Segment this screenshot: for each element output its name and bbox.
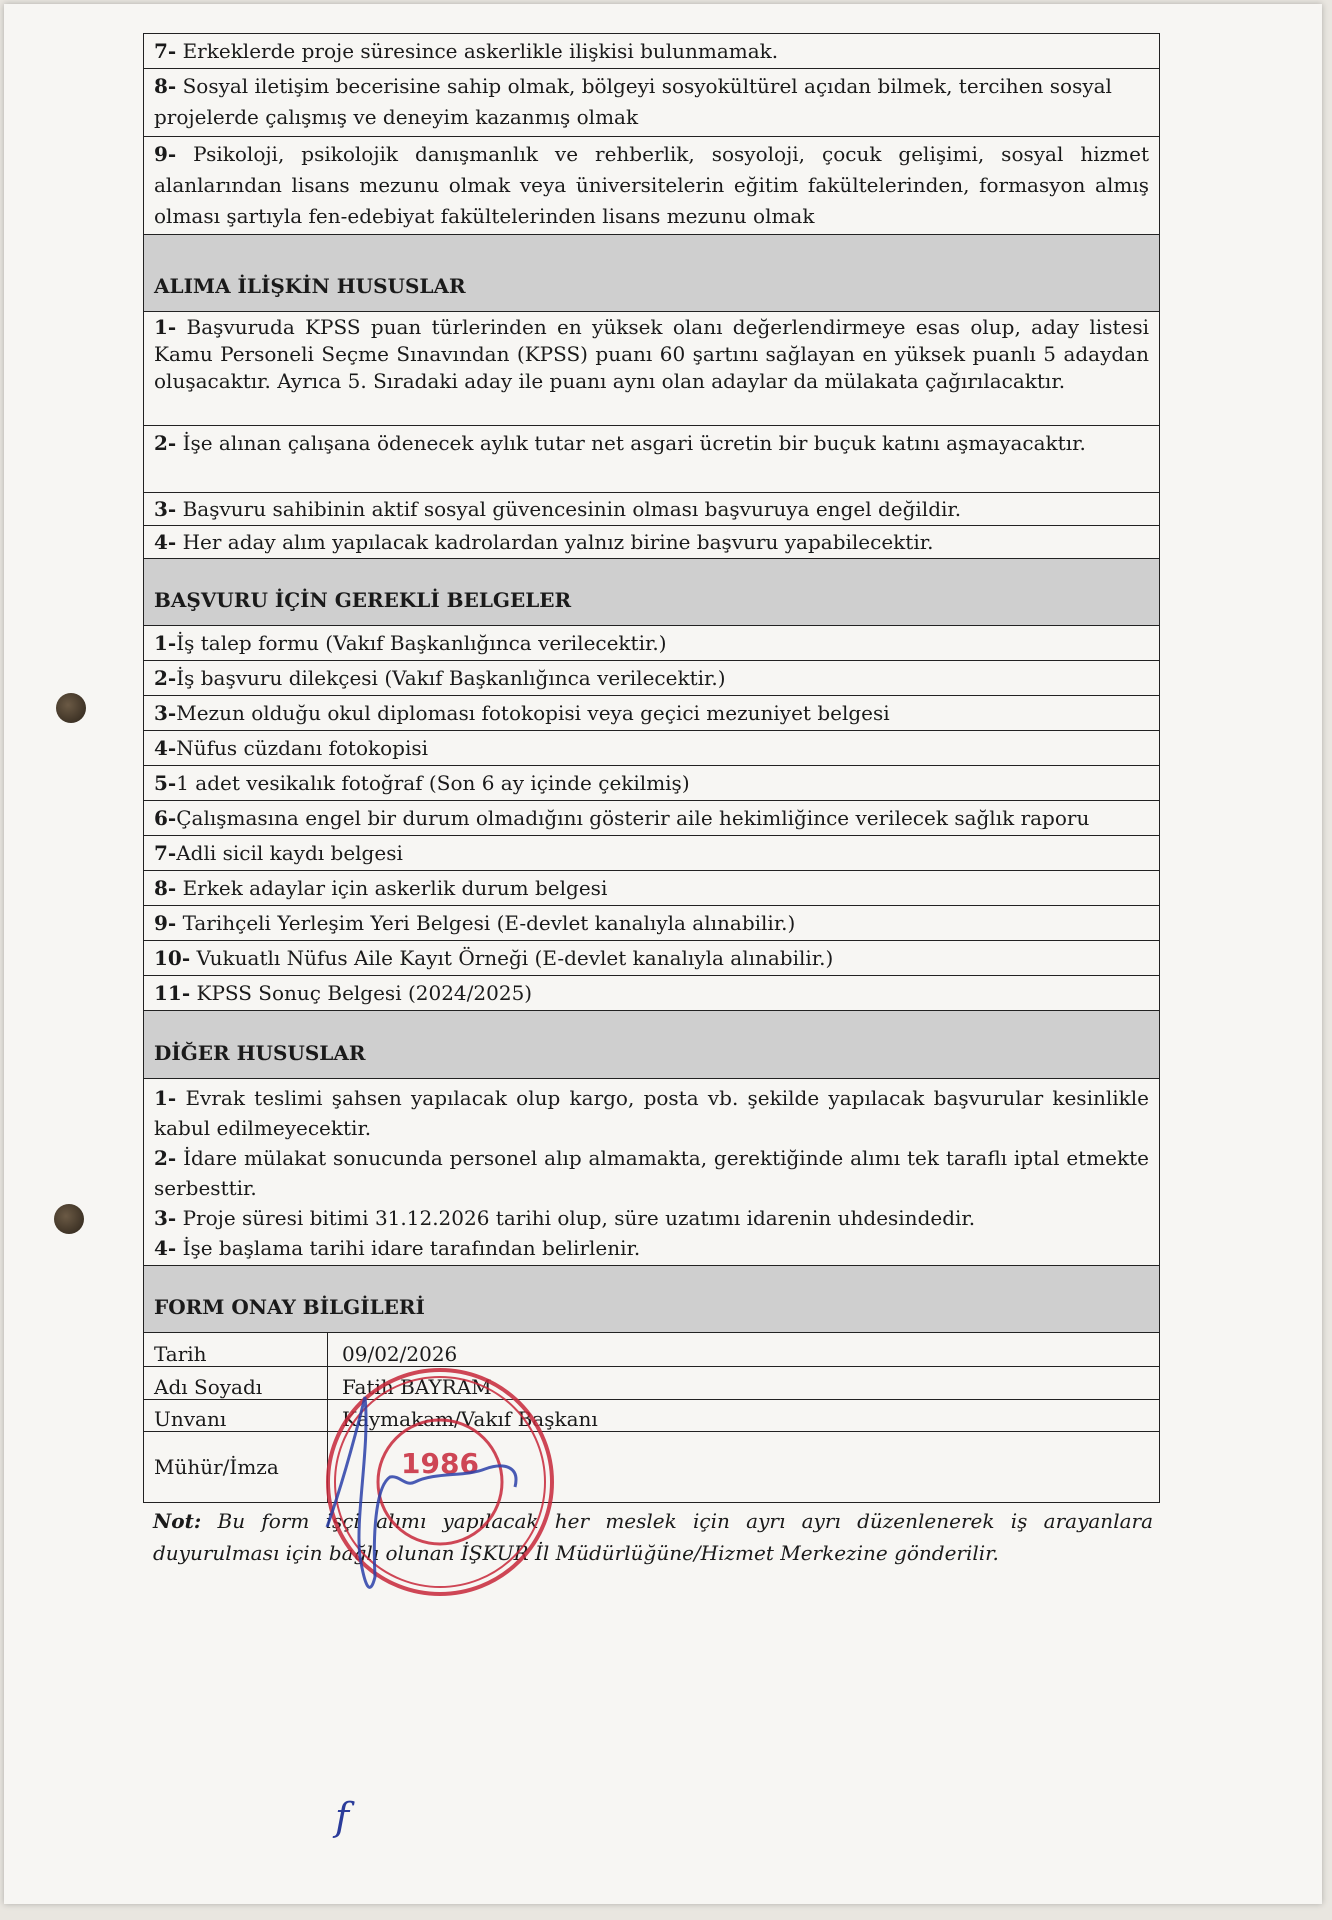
- belge-item: [144, 871, 1159, 906]
- alima-item: [144, 312, 1159, 426]
- onay-row: [144, 1367, 1159, 1400]
- onay-row: [144, 1400, 1159, 1432]
- item-number: 8-: [154, 74, 177, 98]
- footer-note: [143, 1505, 1163, 1569]
- item-number: 4-: [154, 530, 177, 554]
- onay-value: [328, 1432, 1159, 1502]
- item-number: 4-: [154, 736, 177, 760]
- item-text: KPSS Sonuç Belgesi (2024/2025): [190, 981, 533, 1005]
- item-number: 7-: [154, 841, 177, 865]
- belge-item: [144, 801, 1159, 836]
- alima-item: [144, 493, 1159, 526]
- item-number: 8-: [154, 876, 177, 900]
- item-number: 3-: [154, 497, 177, 521]
- onay-value: 09/02/2026: [342, 1342, 458, 1366]
- item-text: İşe başlama tarihi idare tarafından belirlenir.: [176, 1236, 641, 1260]
- item-text: İşe alınan çalışana ödenecek aylık tutar net asgari ücretin bir buçuk katını aşmayacaktır.: [176, 431, 1086, 455]
- section-header-alima: ALIMA İLİŞKİN HUSUSLAR: [144, 235, 1159, 312]
- item-number: 5-: [154, 771, 177, 795]
- item-text: Vukuatlı Nüfus Aile Kayıt Örneği (E-devlet kanalıyla alınabilir.): [190, 946, 834, 970]
- onay-label: Adı Soyadı: [144, 1367, 328, 1399]
- section-header-diger: DİĞER HUSUSLAR: [144, 1011, 1159, 1079]
- item-text: İş talep formu (Vakıf Başkanlığınca verilecektir.): [176, 631, 667, 655]
- onay-label: Tarih: [144, 1333, 328, 1366]
- belge-item: [144, 906, 1159, 941]
- item-text: Nüfus cüzdanı fotokopisi: [176, 736, 429, 760]
- document-content: [143, 33, 1161, 1569]
- item-text: Erkek adaylar için askerlik durum belgesi: [176, 876, 608, 900]
- item-text: Erkeklerde proje süresince askerlikle ilişkisi bulunmamak.: [176, 39, 779, 63]
- item-number: 1-: [154, 1086, 177, 1110]
- item-number: 6-: [154, 806, 177, 830]
- belge-item: [144, 941, 1159, 976]
- item-text: Mezun olduğu okul diploması fotokopisi veya geçici mezuniyet belgesi: [176, 701, 890, 725]
- diger-block: [144, 1079, 1159, 1266]
- item-text: İdare mülakat sonucunda personel alıp almamakta, gerektiğinde alımı tek taraflı iptal etmekte serbesttir.: [154, 1146, 1149, 1200]
- note-text: Bu form işçi alımı yapılacak her meslek için ayrı ayrı düzenlenerek iş arayanlara duyurulması için bağlı olunan İŞKUR İl Müdürlüğüne/Hizmet Merkezine gönderilir.: [153, 1509, 1153, 1565]
- belge-item: [144, 731, 1159, 766]
- diger-item: [154, 1083, 1149, 1143]
- item-number: 2-: [154, 1146, 177, 1170]
- diger-item: [154, 1203, 1149, 1233]
- onay-label: Mühür/İmza: [144, 1432, 328, 1502]
- onay-row: [144, 1432, 1159, 1502]
- item-number: 3-: [154, 1206, 177, 1230]
- onay-label: Unvanı: [144, 1400, 328, 1431]
- onay-value: Kaymakam/Vakıf Başkanı: [342, 1407, 598, 1431]
- item-number: 9-: [154, 911, 177, 935]
- punch-hole: [54, 1204, 84, 1234]
- onay-value: Fatih BAYRAM: [342, 1375, 492, 1399]
- item-text: Evrak teslimi şahsen yapılacak olup kargo, posta vb. şekilde yapılacak başvurular kesinlikle kabul edilmeyecektir.: [154, 1086, 1149, 1140]
- alima-item: [144, 426, 1159, 493]
- item-text: Başvuruda KPSS puan türlerinden en yüksek olanı değerlendirmeye esas olup, aday listesi Kamu Personeli Seçme Sınavından (KPSS) puanı 60 şartını sağlayan en yüksek puanlı 5 adaydan oluşacaktır. Ayrıca 5. Sıradaki aday ile puanı aynı olan adaylar da mülakata çağırılacaktır.: [154, 315, 1149, 393]
- belge-item: [144, 836, 1159, 871]
- item-text: Tarihçeli Yerleşim Yeri Belgesi (E-devlet kanalıyla alınabilir.): [176, 911, 796, 935]
- item-number: 9-: [154, 142, 177, 166]
- item-number: 4-: [154, 1236, 177, 1260]
- item-text: Proje süresi bitimi 31.12.2026 tarihi olup, süre uzatımı idarenin uhdesindedir.: [176, 1206, 976, 1230]
- diger-item: [154, 1233, 1149, 1263]
- belge-item: [144, 766, 1159, 801]
- item-number: 7-: [154, 39, 177, 63]
- note-label: Not:: [153, 1509, 202, 1533]
- item-number: 10-: [154, 946, 191, 970]
- belge-item: [144, 976, 1159, 1011]
- item-text: Çalışmasına engel bir durum olmadığını gösterir aile hekimliğince verilecek sağlık raporu: [176, 806, 1090, 830]
- item-text: Sosyal iletişim becerisine sahip olmak, bölgeyi sosyokültürel açıdan bilmek, tercihen sosyal projelerde çalışmış ve deneyim kazanmış olmak: [154, 74, 1112, 129]
- belgeler-list: [144, 626, 1159, 1011]
- alima-item: [144, 526, 1159, 559]
- item-text: İş başvuru dilekçesi (Vakıf Başkanlığınca verilecektir.): [176, 666, 726, 690]
- onay-row: [144, 1333, 1159, 1367]
- requirement-row: [144, 69, 1159, 137]
- item-number: 2-: [154, 666, 177, 690]
- item-text: Adli sicil kaydı belgesi: [176, 841, 403, 865]
- item-number: 11-: [154, 981, 191, 1005]
- belge-item: [144, 696, 1159, 731]
- punch-hole: [56, 693, 86, 723]
- item-text: Psikoloji, psikolojik danışmanlık ve rehberlik, sosyoloji, çocuk gelişimi, sosyal hizmet alanlarından lisans mezunu olmak veya üniversitelerin eğitim fakültelerinden, formasyon almış olması şartıyla fen-edebiyat fakültelerinden lisans mezunu olmak: [154, 142, 1149, 228]
- section-header-onay: FORM ONAY BİLGİLERİ: [144, 1266, 1159, 1333]
- diger-item: [154, 1143, 1149, 1203]
- requirement-row: [144, 34, 1159, 69]
- belge-item: [144, 661, 1159, 696]
- item-text: 1 adet vesikalık fotoğraf (Son 6 ay içinde çekilmiş): [176, 771, 690, 795]
- item-number: 1-: [154, 315, 177, 339]
- item-number: 3-: [154, 701, 177, 725]
- item-number: 2-: [154, 431, 177, 455]
- stamp-year: 1986: [401, 1447, 479, 1480]
- item-text: Başvuru sahibinin aktif sosyal güvencesinin olması başvuruya engel değildir.: [176, 497, 962, 521]
- belge-item: [144, 626, 1159, 661]
- item-text: Her aday alım yapılacak kadrolardan yalnız birine başvuru yapabilecektir.: [176, 530, 934, 554]
- handwritten-mark: f: [335, 1795, 350, 1839]
- section-header-belgeler: BAŞVURU İÇİN GEREKLİ BELGELER: [144, 559, 1159, 626]
- item-number: 1-: [154, 631, 177, 655]
- requirement-row: [144, 137, 1159, 235]
- form-table: [143, 33, 1160, 1503]
